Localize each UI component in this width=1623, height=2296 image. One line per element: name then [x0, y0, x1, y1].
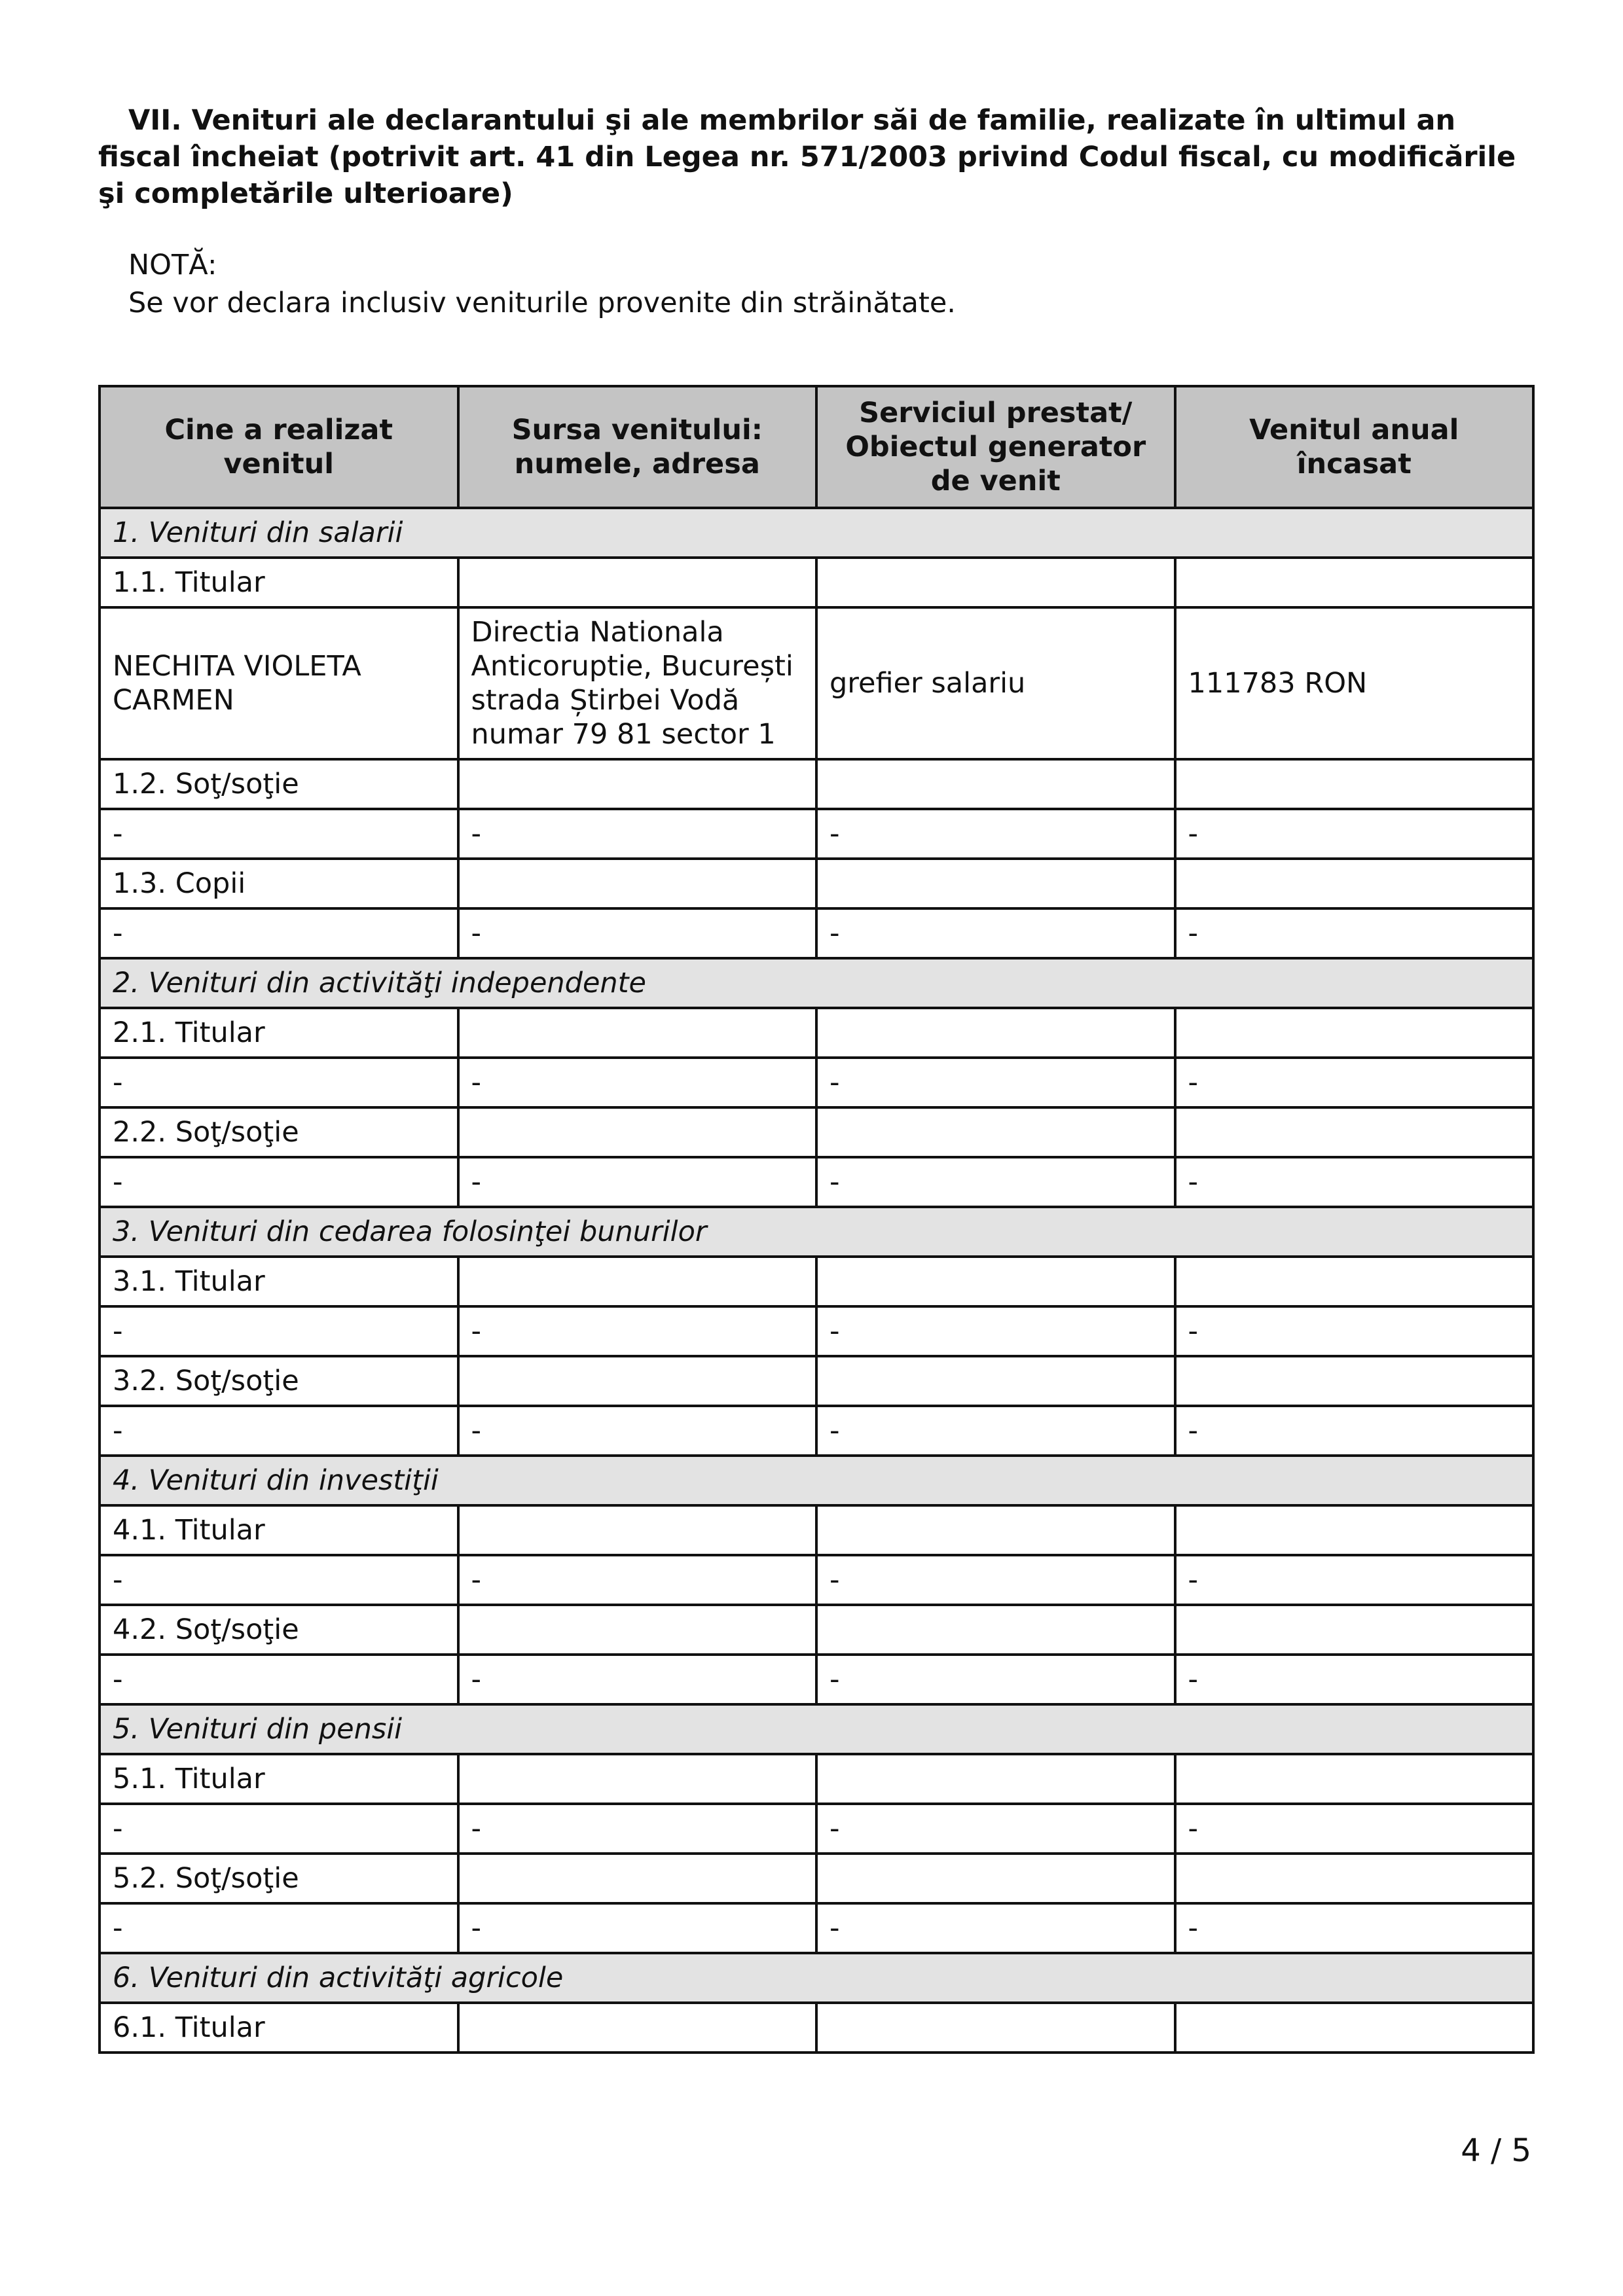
table-cell: 1.2. Soţ/soţie — [100, 759, 458, 809]
table-cell — [1175, 558, 1534, 607]
table-cell: - — [1175, 908, 1534, 958]
table-cell: - — [816, 1655, 1175, 1704]
table-cell: 3.2. Soţ/soţie — [100, 1356, 458, 1406]
section-label: 4. Venituri din investiţii — [100, 1456, 1533, 1505]
table-cell: - — [458, 1306, 817, 1356]
table-cell: 3.1. Titular — [100, 1257, 458, 1306]
section-label: 6. Venituri din activităţi agricole — [100, 1953, 1533, 2003]
table-cell — [816, 759, 1175, 809]
note-title: NOTĂ: — [128, 249, 217, 281]
table-row — [100, 558, 1533, 607]
table-cell: - — [100, 1058, 458, 1107]
table-cell: - — [458, 1157, 817, 1207]
table-cell — [1175, 1008, 1534, 1058]
table-cell — [1175, 859, 1534, 908]
table-cell: - — [1175, 1306, 1534, 1356]
table-row — [100, 1157, 1533, 1207]
table-cell: - — [100, 809, 458, 859]
table-row — [100, 759, 1533, 809]
table-cell: 5.2. Soţ/soţie — [100, 1854, 458, 1903]
table-cell: - — [458, 1406, 817, 1456]
section-label: 5. Venituri din pensii — [100, 1704, 1533, 1754]
table-row — [100, 908, 1533, 958]
table-cell — [1175, 2003, 1534, 2053]
table-cell: 2.1. Titular — [100, 1008, 458, 1058]
section-heading-text: VII. Venituri ale declarantului şi ale membrilor săi de familie, realizate în ultimul an fiscal încheiat (potrivit art. 41 din Legea nr. 571/2003 privind Codul fiscal, cu modificările şi completările ulterioare) — [98, 104, 1516, 210]
table-cell — [816, 1605, 1175, 1655]
table-cell — [816, 1754, 1175, 1804]
table-row — [100, 1804, 1533, 1854]
table-row — [100, 1754, 1533, 1804]
table-cell: - — [100, 1655, 458, 1704]
table-cell: - — [816, 1306, 1175, 1356]
table-cell — [1175, 1505, 1534, 1555]
table-row — [100, 1655, 1533, 1704]
table-row — [100, 1058, 1533, 1107]
table-cell: - — [816, 1804, 1175, 1854]
table-cell: - — [1175, 809, 1534, 859]
section-label: 3. Venituri din cedarea folosinţei bunurilor — [100, 1207, 1533, 1257]
table-cell: 6.1. Titular — [100, 2003, 458, 2053]
table-row — [100, 1555, 1533, 1605]
table-cell — [458, 2003, 817, 2053]
table-cell — [458, 1008, 817, 1058]
table-cell — [816, 1257, 1175, 1306]
table-cell: - — [100, 1555, 458, 1605]
table-cell: - — [100, 1306, 458, 1356]
table-cell — [458, 1505, 817, 1555]
header-cell: Serviciul prestat/ Obiectul generator de venit — [816, 386, 1175, 508]
table-cell: - — [816, 1406, 1175, 1456]
table-cell: - — [100, 1804, 458, 1854]
table-cell: - — [1175, 1804, 1534, 1854]
table-row — [100, 1306, 1533, 1356]
table-cell — [1175, 1107, 1534, 1157]
table-cell: 1.1. Titular — [100, 558, 458, 607]
note-block — [128, 246, 956, 322]
table-row — [100, 1903, 1533, 1953]
table-cell — [816, 1854, 1175, 1903]
note-text: Se vor declara inclusiv veniturile provenite din străinătate. — [128, 287, 956, 319]
table-cell — [816, 1107, 1175, 1157]
table-cell — [458, 1257, 817, 1306]
table-cell — [1175, 1754, 1534, 1804]
header-cell: Cine a realizat venitul — [100, 386, 458, 508]
section-label: 2. Venituri din activităţi independente — [100, 958, 1533, 1008]
section-label: 1. Venituri din salarii — [100, 508, 1533, 558]
table-cell — [458, 1754, 817, 1804]
table-cell — [458, 558, 817, 607]
table-cell — [816, 1008, 1175, 1058]
table-cell: 2.2. Soţ/soţie — [100, 1107, 458, 1157]
section-row — [100, 1456, 1533, 1505]
table-row — [100, 1605, 1533, 1655]
table-cell: - — [458, 908, 817, 958]
table-cell — [816, 2003, 1175, 2053]
section-row — [100, 1704, 1533, 1754]
section-row — [100, 1953, 1533, 2003]
table-row — [100, 1107, 1533, 1157]
table-cell — [1175, 759, 1534, 809]
table-row — [100, 1406, 1533, 1456]
table-cell: - — [816, 908, 1175, 958]
table-cell: 5.1. Titular — [100, 1754, 458, 1804]
table-cell: - — [1175, 1157, 1534, 1207]
table-row — [100, 859, 1533, 908]
table-cell — [1175, 1605, 1534, 1655]
table-cell — [458, 1854, 817, 1903]
table-cell: - — [458, 1058, 817, 1107]
table-cell: - — [100, 908, 458, 958]
table-cell: NECHITA VIOLETA CARMEN — [100, 607, 458, 759]
table-cell: - — [1175, 1406, 1534, 1456]
table-cell: - — [458, 809, 817, 859]
table-cell: - — [100, 1406, 458, 1456]
page-number: 4 / 5 — [1461, 2132, 1531, 2169]
table-cell: - — [816, 1058, 1175, 1107]
income-table — [98, 385, 1535, 2054]
table-cell: - — [1175, 1903, 1534, 1953]
table-row — [100, 809, 1533, 859]
table-cell: - — [100, 1157, 458, 1207]
table-cell: 4.2. Soţ/soţie — [100, 1605, 458, 1655]
table-cell — [816, 1356, 1175, 1406]
table-cell — [1175, 1257, 1534, 1306]
table-cell: - — [458, 1903, 817, 1953]
table-cell: 111783 RON — [1175, 607, 1534, 759]
table-row — [100, 1257, 1533, 1306]
table-cell — [458, 859, 817, 908]
table-cell: - — [458, 1804, 817, 1854]
table-cell — [458, 1356, 817, 1406]
header-cell: Sursa venitului: numele, adresa — [458, 386, 817, 508]
section-heading — [98, 102, 1539, 212]
table-cell: - — [816, 1903, 1175, 1953]
header-cell: Venitul anual încasat — [1175, 386, 1534, 508]
table-cell — [816, 859, 1175, 908]
table-cell: - — [458, 1655, 817, 1704]
table-cell: - — [816, 1157, 1175, 1207]
section-row — [100, 1207, 1533, 1257]
table-cell: Directia Nationala Anticoruptie, București strada Știrbei Vodă numar 79 81 sector 1 — [458, 607, 817, 759]
table-row — [100, 1356, 1533, 1406]
table-cell: - — [100, 1903, 458, 1953]
table-cell: - — [816, 1555, 1175, 1605]
table-cell — [458, 1107, 817, 1157]
table-cell — [816, 1505, 1175, 1555]
table-cell — [816, 558, 1175, 607]
table-header-row — [100, 386, 1533, 508]
section-row — [100, 508, 1533, 558]
table-cell: - — [1175, 1655, 1534, 1704]
table-row — [100, 607, 1533, 759]
table-cell: - — [1175, 1555, 1534, 1605]
table-row — [100, 2003, 1533, 2053]
table-cell: - — [1175, 1058, 1534, 1107]
income-table-body — [100, 508, 1533, 2053]
table-cell — [458, 1605, 817, 1655]
table-cell — [1175, 1356, 1534, 1406]
table-cell: - — [816, 809, 1175, 859]
table-row — [100, 1008, 1533, 1058]
table-cell: - — [458, 1555, 817, 1605]
table-cell: grefier salariu — [816, 607, 1175, 759]
section-row — [100, 958, 1533, 1008]
table-row — [100, 1854, 1533, 1903]
table-cell — [1175, 1854, 1534, 1903]
table-row — [100, 1505, 1533, 1555]
table-cell — [458, 759, 817, 809]
table-cell: 1.3. Copii — [100, 859, 458, 908]
table-cell: 4.1. Titular — [100, 1505, 458, 1555]
